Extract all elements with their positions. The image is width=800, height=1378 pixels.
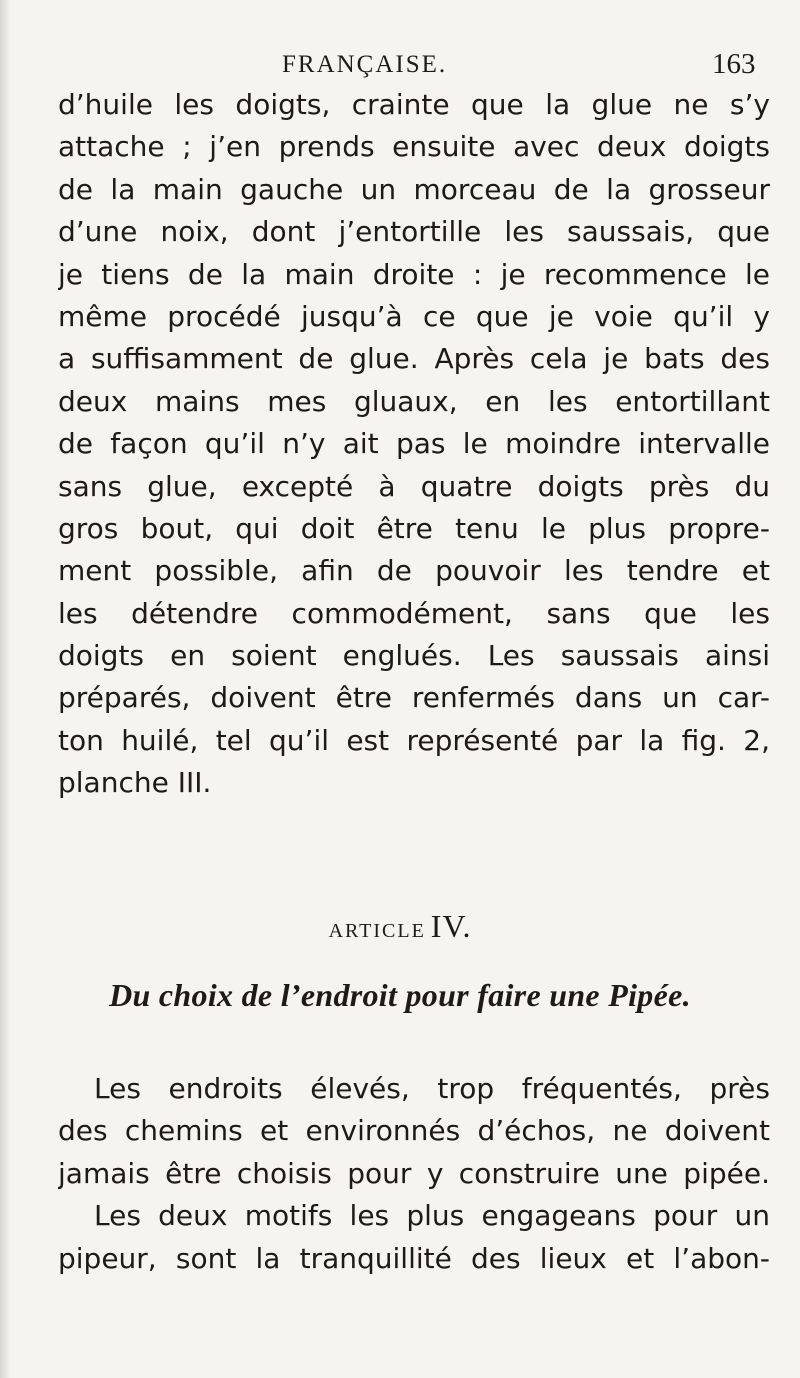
article-number: IV. xyxy=(430,908,472,944)
text-line: doigts en soient englués. Les saussais ainsi xyxy=(58,639,770,673)
text-line: Les endroits élevés, trop fréquentés, près xyxy=(94,1072,770,1105)
page-number: 163 xyxy=(712,48,756,80)
text-line: je tiens de la main droite : je recommence le xyxy=(58,257,770,291)
section-heading: Du choix de l’endroit pour faire une Pipée. xyxy=(109,977,691,1013)
text-line: préparés, doivent être renfermés dans un car- xyxy=(58,681,770,715)
page-spine-shadow xyxy=(0,0,10,1378)
article-word: ARTICLE xyxy=(328,920,426,942)
text-line: des chemins et environnés d’échos, ne doivent xyxy=(58,1114,770,1148)
text-line: jamais être choisis pour y construire une pipée. xyxy=(58,1156,770,1190)
text-line: même procédé jusqu’à ce que je voie qu’il y xyxy=(58,299,770,333)
text-line: a suffisamment de glue. Après cela je bats des xyxy=(58,342,770,376)
text-line: d’huile les doigts, crainte que la glue ne s’y xyxy=(58,88,770,121)
paragraph-continued xyxy=(58,84,770,805)
text-line: les détendre commodément, sans que les xyxy=(58,596,770,630)
text-line: attache ; j’en prends ensuite avec deux doigts xyxy=(58,130,770,164)
text-line: de la main gauche un morceau de la grosseur xyxy=(58,172,770,206)
paragraph xyxy=(58,1068,770,1280)
text-line: ton huilé, tel qu’il est représenté par la fig. 2, xyxy=(58,723,770,757)
text-line: gros bout, qui doit être tenu le plus propre- xyxy=(58,511,770,545)
text-line: ment possible, afin de pouvoir les tendre et xyxy=(58,554,770,588)
text-line: d’une noix, dont j’entortille les saussais, que xyxy=(58,215,770,249)
running-title: FRANÇAISE. xyxy=(282,51,448,78)
text-line: sans glue, excepté à quatre doigts près du xyxy=(58,469,770,503)
page-header xyxy=(0,42,800,82)
article-label xyxy=(0,908,800,945)
text-line: planche III. xyxy=(58,766,212,800)
text-line: deux mains mes gluaux, en les entortillant xyxy=(58,384,770,418)
text-line: Les deux motifs les plus engageans pour un xyxy=(94,1199,770,1233)
text-line: de façon qu’il n’y ait pas le moindre intervalle xyxy=(58,427,770,461)
text-line: pipeur, sont la tranquillité des lieux et l’abon- xyxy=(58,1241,770,1275)
